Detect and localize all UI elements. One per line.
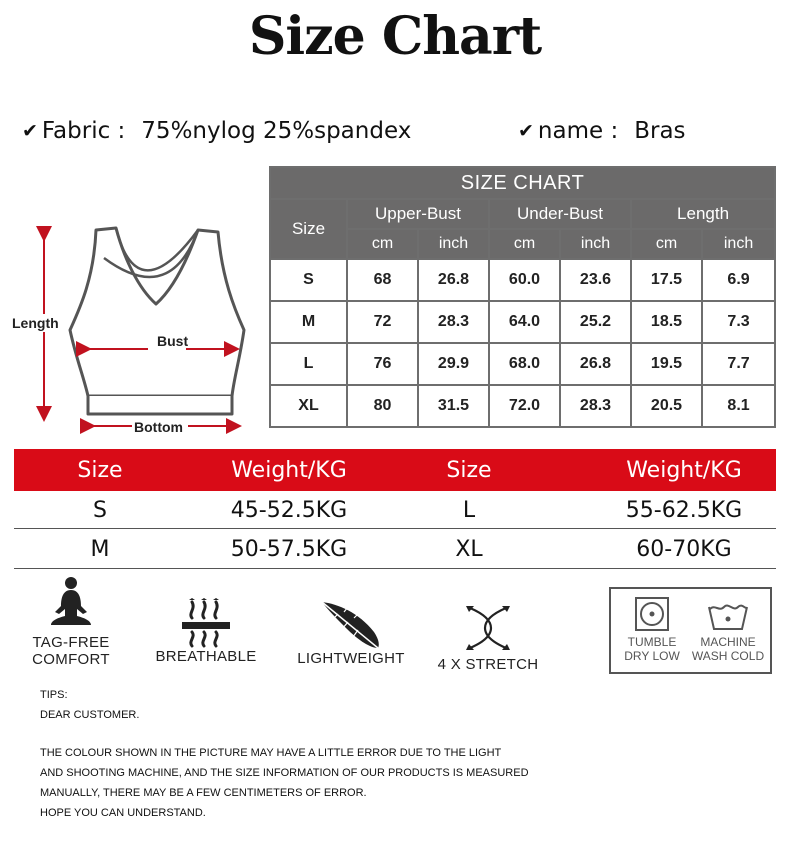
feature-stretch xyxy=(432,600,544,673)
weight-header-cell: Size xyxy=(77,458,123,483)
table-cell: 72 xyxy=(347,301,418,343)
table-cell: S xyxy=(270,259,347,301)
table-cell: L xyxy=(270,343,347,385)
unit-header: inch xyxy=(560,229,631,259)
weight-cell: 55-62.5KG xyxy=(625,498,743,523)
table-cell: 26.8 xyxy=(560,343,631,385)
weight-cell: 60-70KG xyxy=(636,537,732,562)
tips-line: DEAR CUSTOMER. xyxy=(40,709,140,721)
feature-label: LIGHTWEIGHT xyxy=(297,650,405,667)
wash-tub-icon xyxy=(707,597,749,631)
tips-heading: TIPS: xyxy=(40,689,68,701)
breathable-icon xyxy=(176,598,236,648)
table-row xyxy=(14,491,776,529)
stretch-arrows-icon xyxy=(458,600,518,656)
tumble-dry-icon xyxy=(634,597,670,631)
divider xyxy=(14,528,776,529)
weight-cell: XL xyxy=(455,537,483,562)
size-chart-caption: SIZE CHART xyxy=(270,167,775,199)
divider xyxy=(14,568,776,569)
table-cell: 7.3 xyxy=(702,301,775,343)
feature-label: TAG-FREE xyxy=(32,634,110,651)
weight-cell: 50-57.5KG xyxy=(230,537,348,562)
table-cell: 60.0 xyxy=(489,259,560,301)
tips-line: MANUALLY, THERE MAY BE A FEW CENTIMETERS OF ERROR. xyxy=(40,787,367,799)
table-cell: XL xyxy=(270,385,347,427)
table-cell: 68.0 xyxy=(489,343,560,385)
page-title: Size Chart xyxy=(248,6,542,67)
table-cell: 80 xyxy=(347,385,418,427)
unit-header: cm xyxy=(489,229,560,259)
fabric-spec xyxy=(22,118,411,144)
table-cell: 31.5 xyxy=(418,385,489,427)
size-chart-table xyxy=(269,166,776,428)
table-cell: 23.6 xyxy=(560,259,631,301)
table-cell: 28.3 xyxy=(418,301,489,343)
table-row xyxy=(270,385,775,427)
unit-header: inch xyxy=(702,229,775,259)
weight-cell: M xyxy=(90,537,110,562)
check-icon: ✔ xyxy=(22,120,38,142)
length-label: Length xyxy=(12,315,59,331)
meditation-icon xyxy=(41,574,101,634)
feature-label: COMFORT xyxy=(32,651,110,668)
table-cell: 8.1 xyxy=(702,385,775,427)
table-cell: 18.5 xyxy=(631,301,702,343)
unit-header: cm xyxy=(631,229,702,259)
table-cell: 29.9 xyxy=(418,343,489,385)
table-cell: 76 xyxy=(347,343,418,385)
table-row xyxy=(270,301,775,343)
weight-header-cell: Weight/KG xyxy=(231,458,347,483)
check-icon: ✔ xyxy=(518,120,534,142)
table-cell: 17.5 xyxy=(631,259,702,301)
table-row xyxy=(270,343,775,385)
care-label: DRY LOW xyxy=(624,649,680,663)
care-tumble xyxy=(619,595,685,663)
fabric-value: 75%nylog 25%spandex xyxy=(141,118,412,144)
care-label: WASH COLD xyxy=(691,649,765,663)
table-row xyxy=(14,530,776,568)
feature-lightweight xyxy=(293,598,409,667)
table-cell: 20.5 xyxy=(631,385,702,427)
tips-line: HOPE YOU CAN UNDERSTAND. xyxy=(40,807,206,819)
weight-cell: L xyxy=(462,498,476,523)
table-cell: 64.0 xyxy=(489,301,560,343)
weight-header-cell: Size xyxy=(446,458,492,483)
feature-label: BREATHABLE xyxy=(155,648,257,665)
weight-header-cell: Weight/KG xyxy=(626,458,742,483)
bust-label: Bust xyxy=(157,333,189,349)
bottom-label: Bottom xyxy=(134,419,183,435)
table-row xyxy=(270,259,775,301)
table-cell: 28.3 xyxy=(560,385,631,427)
unit-header: inch xyxy=(418,229,489,259)
bra-outline xyxy=(70,228,244,414)
care-label: TUMBLE xyxy=(627,635,677,649)
feather-icon xyxy=(318,598,384,650)
weight-cell: 45-52.5KG xyxy=(230,498,348,523)
feature-tag-free xyxy=(26,574,116,668)
table-cell: 25.2 xyxy=(560,301,631,343)
feature-label: 4 X STRETCH xyxy=(437,656,539,673)
care-instructions-box xyxy=(609,587,772,674)
table-cell: 19.5 xyxy=(631,343,702,385)
weight-table-header xyxy=(14,449,776,491)
weight-cell: S xyxy=(93,498,107,523)
fabric-label: Fabric : xyxy=(41,118,126,144)
name-spec xyxy=(518,118,686,144)
table-cell: 6.9 xyxy=(702,259,775,301)
care-label: MACHINE xyxy=(700,635,756,649)
tips-line: AND SHOOTING MACHINE, AND THE SIZE INFORMATION OF OUR PRODUCTS IS MEASURED xyxy=(40,767,529,779)
table-cell: 7.7 xyxy=(702,343,775,385)
name-value: Bras xyxy=(634,118,686,144)
group-header: Under-Bust xyxy=(489,199,631,229)
size-header: Size xyxy=(270,199,347,259)
table-cell: 72.0 xyxy=(489,385,560,427)
tips-line: THE COLOUR SHOWN IN THE PICTURE MAY HAVE A LITTLE ERROR DUE TO THE LIGHT xyxy=(40,747,502,759)
group-header: Length xyxy=(631,199,775,229)
feature-breathable xyxy=(150,598,262,665)
table-cell: M xyxy=(270,301,347,343)
bra-diagram xyxy=(8,218,270,438)
table-cell: 68 xyxy=(347,259,418,301)
unit-header: cm xyxy=(347,229,418,259)
table-cell: 26.8 xyxy=(418,259,489,301)
group-header: Upper-Bust xyxy=(347,199,489,229)
care-wash xyxy=(687,595,769,663)
name-label: name : xyxy=(537,118,619,144)
